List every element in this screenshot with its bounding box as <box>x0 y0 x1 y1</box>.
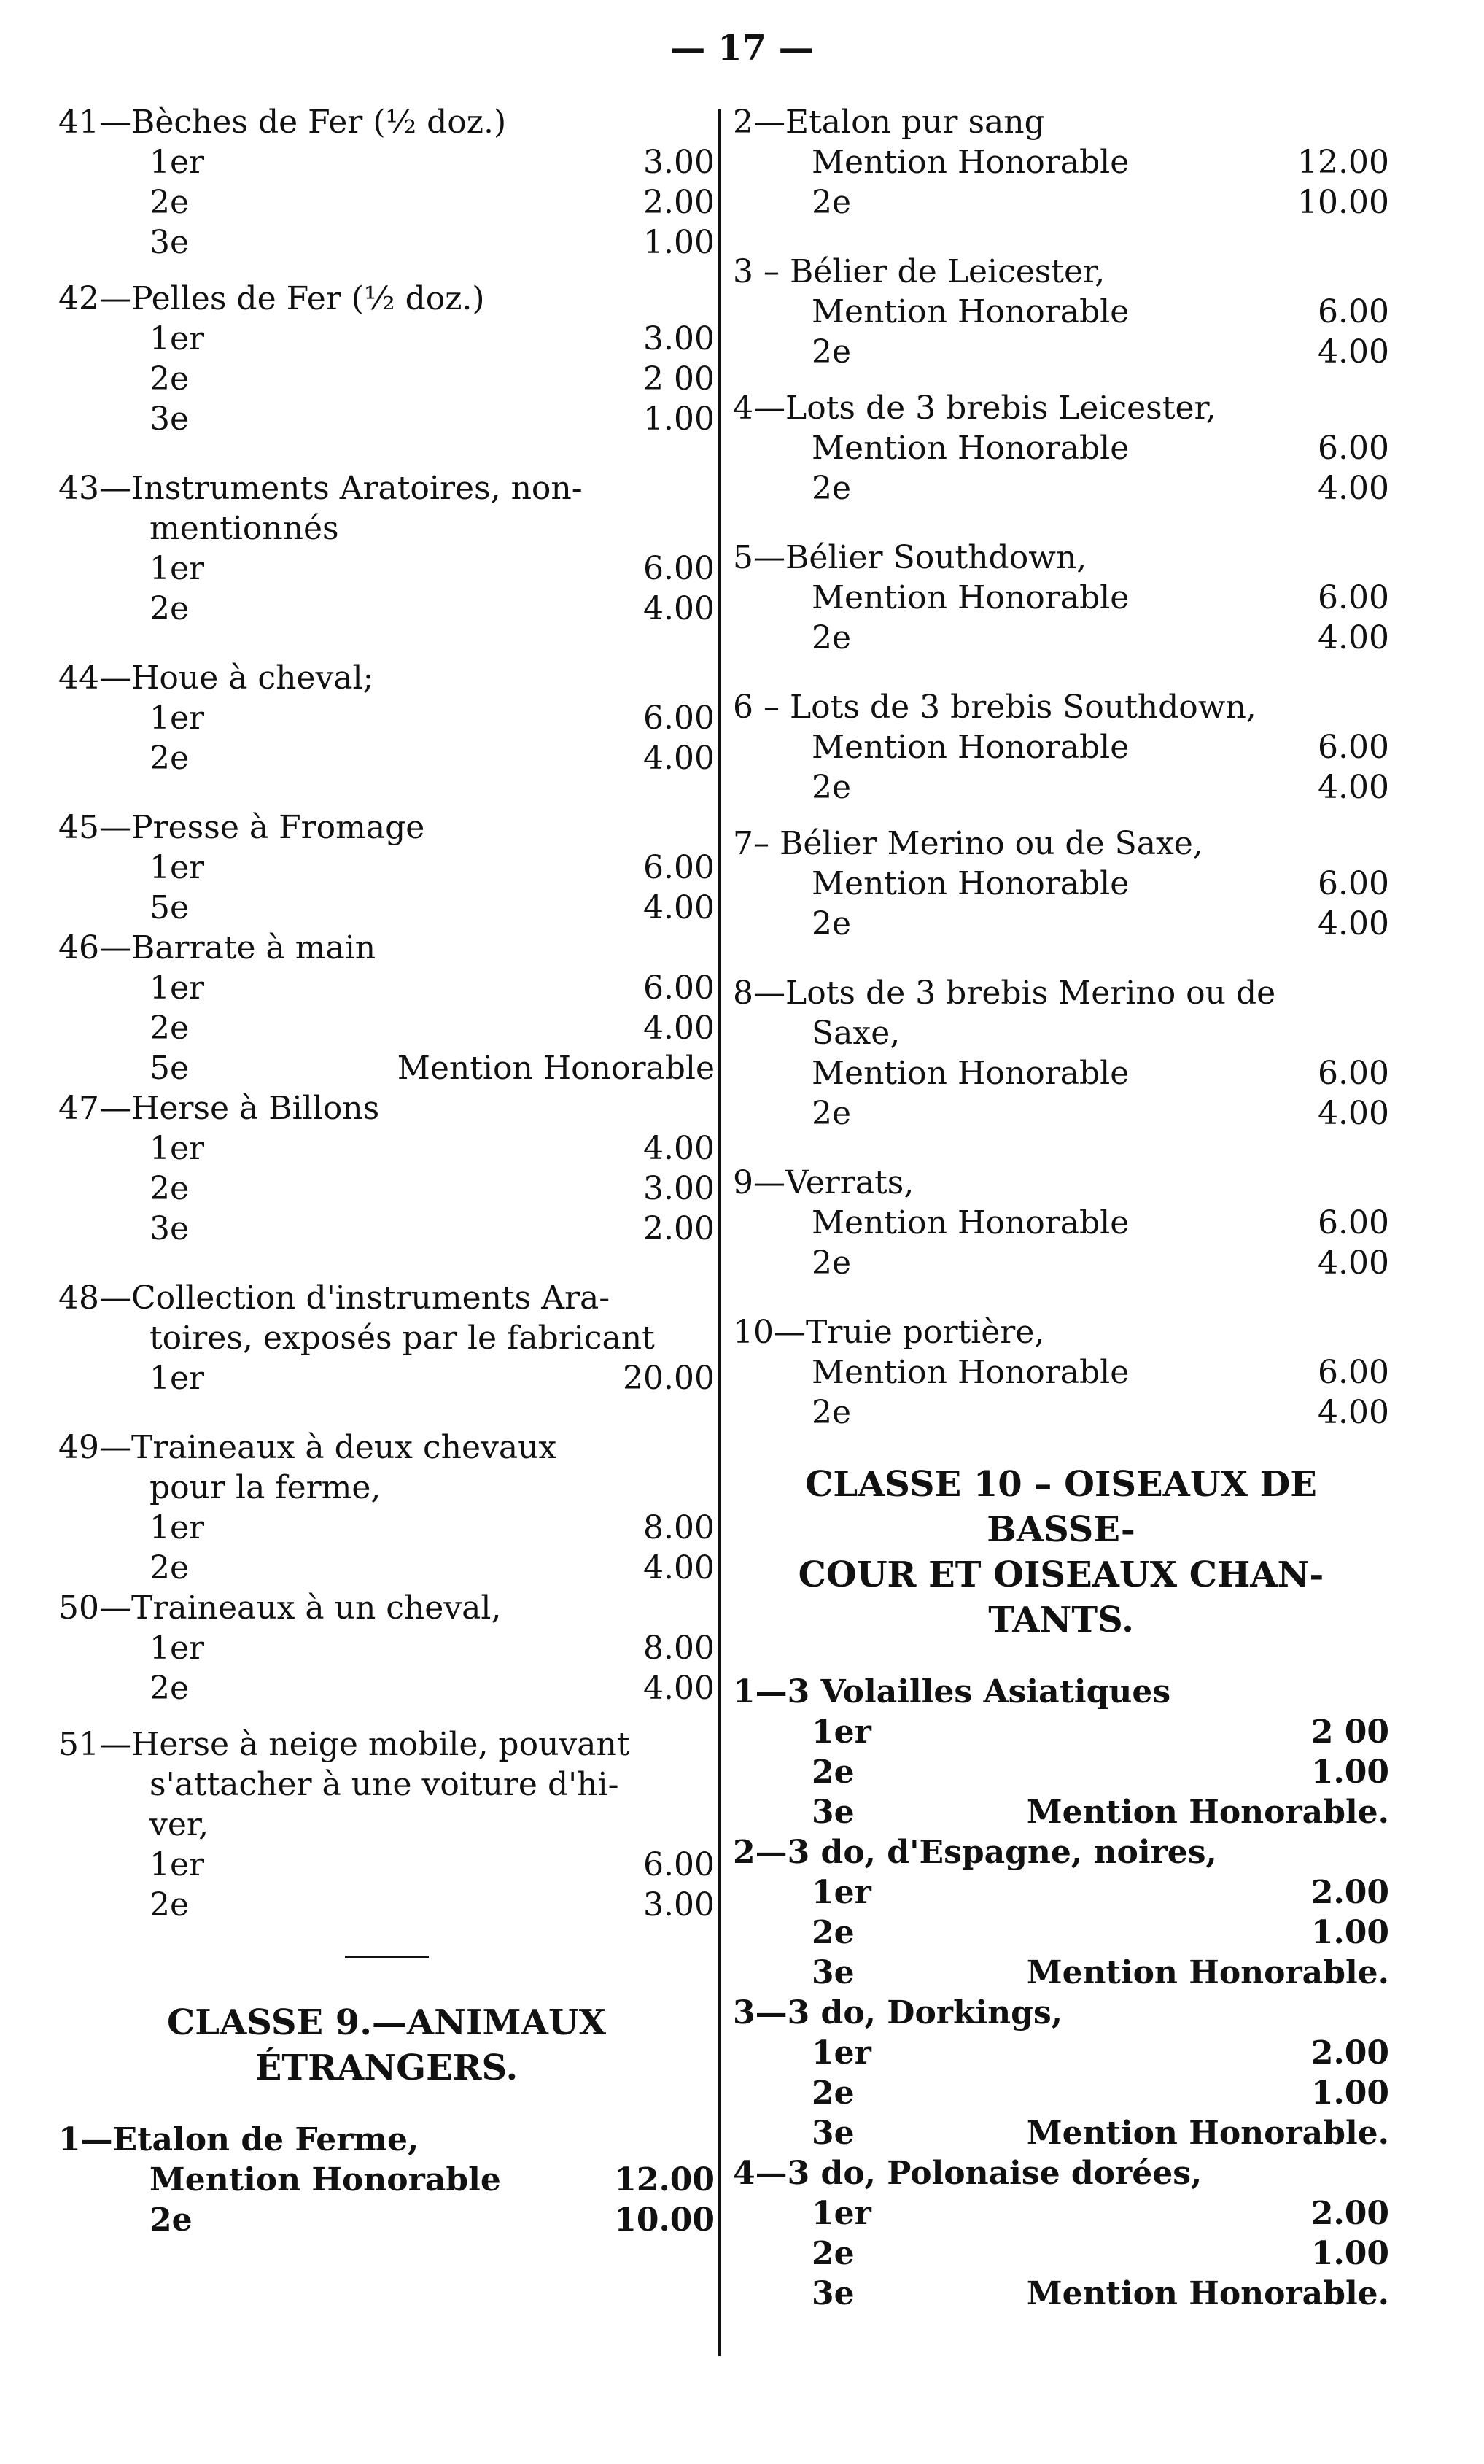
entry-7 <box>733 824 1389 944</box>
entry-44 <box>58 658 715 778</box>
entry-43 <box>58 468 715 629</box>
prize-row: 2e 4.00 <box>812 769 1389 806</box>
prize-row: 2e 4.00 <box>149 740 715 777</box>
prize-row: Mention Honorable 6.00 <box>812 1055 1389 1092</box>
prize-row: Mention Honorable 6.00 <box>812 1204 1389 1241</box>
entry-bird-3 <box>733 1993 1389 2153</box>
entry-title-cont: s'attacher à une voiture d'hi- <box>149 1766 619 1803</box>
entry-title-cont: Saxe, <box>812 1015 901 1052</box>
prize-row: 2e 4.00 <box>149 590 715 627</box>
prize-row: 2e 10.00 <box>812 184 1389 221</box>
entry-title: 5—Bélier Southdown, <box>733 539 1087 576</box>
class-10-heading: CLASSE 10 – OISEAUX DE BASSE- COUR ET OISEAUX CHAN- TANTS. <box>798 1464 1324 1640</box>
prize-row: 1er 2 00 <box>812 1713 1389 1751</box>
entry-bird-1 <box>733 1672 1389 1832</box>
prize-row: 3e Mention Honorable. <box>812 1954 1389 1991</box>
entry-42 <box>58 279 715 439</box>
entry-bird-4 <box>733 2153 1389 2314</box>
prize-row: Mention Honorable 12.00 <box>812 144 1389 181</box>
prize-row: 3e 1.00 <box>149 400 715 438</box>
prize-row: 1er 6.00 <box>149 849 715 886</box>
prize-row: 1er 8.00 <box>149 1630 715 1667</box>
entry-49 <box>58 1427 715 1588</box>
entry-bird-2 <box>733 1832 1389 1993</box>
prize-row: 1er 20.00 <box>149 1360 715 1397</box>
entry-title: 46—Barrate à main <box>58 929 376 966</box>
entry-title: 50—Traineaux à un cheval, <box>58 1589 502 1627</box>
prize-row: 3e Mention Honorable. <box>812 2275 1389 2312</box>
prize-row: 1er 3.00 <box>149 144 715 181</box>
entry-2 <box>733 102 1389 222</box>
entry-class9-1 <box>58 2120 715 2240</box>
prize-row: 5e Mention Honorable <box>149 1050 715 1087</box>
page-number: — 17 — <box>670 28 814 69</box>
prize-row: Mention Honorable 6.00 <box>812 430 1389 467</box>
prize-row: 2e 4.00 <box>812 1394 1389 1431</box>
entry-title: 9—Verrats, <box>733 1164 914 1201</box>
entry-title: 48—Collection d'instruments Ara- <box>58 1279 610 1317</box>
prize-row: Mention Honorable 12.00 <box>149 2161 715 2198</box>
entry-title: 49—Traineaux à deux chevaux <box>58 1429 557 1466</box>
entry-title: 4—Lots de 3 brebis Leicester, <box>733 390 1216 427</box>
entry-title: 8—Lots de 3 brebis Merino ou de <box>733 975 1276 1012</box>
prize-row: 1er 8.00 <box>149 1509 715 1546</box>
entry-title: 1—Etalon de Ferme, <box>58 2121 419 2158</box>
entry-title: 42—Pelles de Fer (½ doz.) <box>58 280 485 317</box>
entry-title-cont: pour la ferme, <box>149 1469 381 1506</box>
entry-51 <box>58 1724 715 1925</box>
entry-9 <box>733 1163 1389 1283</box>
entry-6 <box>733 687 1389 807</box>
entry-47 <box>58 1088 715 1249</box>
prize-row: 2e 2.00 <box>149 184 715 221</box>
prize-row: 1er 6.00 <box>149 550 715 587</box>
prize-row: 1er 3.00 <box>149 320 715 357</box>
prize-row: 2e 4.00 <box>812 333 1389 371</box>
entry-8 <box>733 973 1389 1134</box>
prize-row: 2e 1.00 <box>812 1754 1389 1791</box>
left-column <box>58 102 715 2240</box>
prize-row: 2e 1.00 <box>812 2235 1389 2272</box>
prize-row: 2e 4.00 <box>812 905 1389 942</box>
entry-10 <box>733 1312 1389 1433</box>
prize-row: 3e Mention Honorable. <box>812 1794 1389 1831</box>
section-divider <box>345 1956 429 1958</box>
prize-row: 2e 1.00 <box>812 1914 1389 1951</box>
prize-row: 3e Mention Honorable. <box>812 2115 1389 2152</box>
entry-50 <box>58 1588 715 1708</box>
prize-row: 5e 4.00 <box>149 889 715 926</box>
entry-5 <box>733 538 1389 658</box>
entry-title: 10—Truie portière, <box>733 1314 1045 1351</box>
prize-row: 2e 3.00 <box>149 1170 715 1207</box>
entry-title: 2—Etalon pur sang <box>733 104 1045 141</box>
entry-title-cont: toires, exposés par le fabricant <box>149 1320 655 1357</box>
entry-3 <box>733 252 1389 372</box>
column-divider <box>718 109 721 2356</box>
entry-title: 47—Herse à Billons <box>58 1090 380 1127</box>
entry-title: 7– Bélier Merino ou de Saxe, <box>733 825 1203 862</box>
prize-row: Mention Honorable 6.00 <box>812 865 1389 902</box>
entry-title: 45—Presse à Fromage <box>58 809 425 846</box>
prize-row: 2e 4.00 <box>149 1670 715 1707</box>
prize-row: Mention Honorable 6.00 <box>812 293 1389 330</box>
prize-row: 1er 2.00 <box>812 1874 1389 1911</box>
entry-title-cont: ver, <box>149 1806 209 1843</box>
prize-row: 2e 1.00 <box>812 2074 1389 2112</box>
entry-title: 3—3 do, Dorkings, <box>733 1994 1063 2031</box>
entry-title: 4—3 do, Polonaise dorées, <box>733 2155 1203 2192</box>
entry-title: 3 – Bélier de Leicester, <box>733 253 1106 290</box>
entry-45 <box>58 807 715 928</box>
prize-row: 2e 4.00 <box>149 1010 715 1047</box>
entry-title: 6 – Lots de 3 brebis Southdown, <box>733 689 1256 726</box>
prize-row: 1er 2.00 <box>812 2195 1389 2232</box>
prize-row: 1er 2.00 <box>812 2034 1389 2072</box>
entry-48 <box>58 1278 715 1398</box>
prize-row: Mention Honorable 6.00 <box>812 1354 1389 1391</box>
prize-row: 2e 4.00 <box>812 470 1389 507</box>
prize-row: 2e 10.00 <box>149 2201 715 2239</box>
entry-4 <box>733 388 1389 508</box>
prize-row: 1er 6.00 <box>149 969 715 1007</box>
prize-row: 1er 6.00 <box>149 700 715 737</box>
entry-title: 44—Houe à cheval; <box>58 659 374 697</box>
prize-row: 1er 4.00 <box>149 1130 715 1167</box>
prize-row: 3e 2.00 <box>149 1210 715 1247</box>
prize-row: 2e 4.00 <box>149 1549 715 1587</box>
prize-row: 1er 6.00 <box>149 1846 715 1883</box>
entry-title: 43—Instruments Aratoires, non- <box>58 470 583 507</box>
prize-row: 2e 2 00 <box>149 360 715 398</box>
prize-row: Mention Honorable 6.00 <box>812 729 1389 766</box>
prize-row: 2e 4.00 <box>812 1095 1389 1132</box>
entry-title: 41—Bèches de Fer (½ doz.) <box>58 104 507 141</box>
entry-title-cont: mentionnés <box>149 510 339 547</box>
prize-row: 3e 1.00 <box>149 224 715 261</box>
class-9-heading: CLASSE 9.—ANIMAUX ÉTRANGERS. <box>167 2002 606 2088</box>
prize-row: 2e 4.00 <box>812 619 1389 656</box>
right-column <box>733 102 1389 2314</box>
entry-41 <box>58 102 715 263</box>
entry-title: 1—3 Volailles Asiatiques <box>733 1673 1171 1711</box>
prize-row: Mention Honorable 6.00 <box>812 579 1389 616</box>
entry-title: 51—Herse à neige mobile, pouvant <box>58 1726 630 1763</box>
entry-title: 2—3 do, d'Espagne, noires, <box>733 1834 1217 1871</box>
prize-row: 2e 4.00 <box>812 1244 1389 1282</box>
entry-46 <box>58 928 715 1088</box>
prize-row: 2e 3.00 <box>149 1886 715 1923</box>
